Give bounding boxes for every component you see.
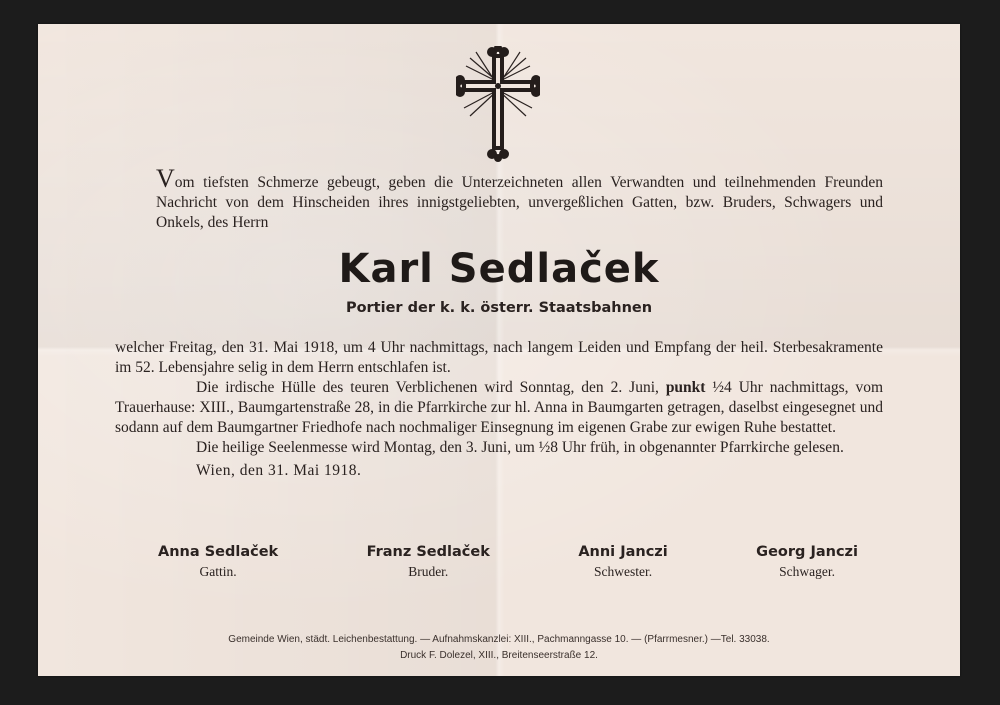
death-notice-paper xyxy=(38,24,960,676)
intro-text: om tiefsten Schmerze gebeugt, geben die Unterzeichneten allen Verwandten und teilnehmenden Freunden Nachricht von dem Hinscheiden ihres innigstgeliebten, unvergeßlichen Gatten, bzw. Bruders, Schwagers und Onkels, des Herrn xyxy=(156,174,883,231)
place-date: Wien, den 31. Mai 1918. xyxy=(196,462,362,479)
printer-footer xyxy=(38,632,960,664)
ornate-cross-icon xyxy=(456,46,540,162)
intro-paragraph xyxy=(156,164,883,233)
funeral-text-bold: punkt xyxy=(665,379,706,396)
footer-line-undertaker: Gemeinde Wien, städt. Leichenbestattung. — Aufnahmskanzlei: XIII., Pachmanngasse 10. — (Pfarrmesner.) —Tel. 33038. xyxy=(228,634,770,645)
notice-body xyxy=(115,338,883,481)
signer-role: Gattin. xyxy=(199,564,237,579)
mass-paragraph: Die heilige Seelenmesse wird Montag, den 3. Juni, um ½8 Uhr früh, in obgenannter Pfarrkirche gelesen. xyxy=(196,439,844,456)
signer xyxy=(756,544,858,580)
signer xyxy=(367,544,490,580)
signer xyxy=(158,544,278,580)
intro-initial: V xyxy=(156,164,175,193)
signer-role: Bruder. xyxy=(408,564,449,579)
footer-line-printer: Druck F. Dolezel, XIII., Breitenseerstraße 12. xyxy=(400,650,598,661)
deceased-name: Karl Sedlaček xyxy=(338,246,660,292)
deceased-position: Portier der k. k. österr. Staatsbahnen xyxy=(345,300,653,316)
signers-list xyxy=(158,544,858,580)
signer-role: Schwester. xyxy=(593,564,653,579)
signer xyxy=(578,544,667,580)
funeral-text-end: ½4 Uhr nachmittags, vom Trauerhause: XIII., Baumgartenstraße 28, in die Pfarrkirche zur hl. Anna in Baumgarten getragen, daselbst eingesegnet und sodann auf dem Baumgartner Friedhofe nach nochmaliger Einsegnung im eigenen Grabe zur ewigen Ruhe bestattet. xyxy=(115,379,883,436)
death-paragraph: welcher Freitag, den 31. Mai 1918, um 4 Uhr nachmittags, nach langem Leiden und Empfang der heil. Sterbesakramente im 52. Lebensjahre selig in dem Herrn entschlafen ist. xyxy=(115,339,883,376)
signer-role: Schwager. xyxy=(779,564,835,579)
signer-name: Anni Janczi xyxy=(578,544,668,560)
signer-name: Anna Sedlaček xyxy=(158,544,279,560)
funeral-text-start: Die irdische Hülle des teuren Verblichenen wird Sonntag, den 2. Juni, xyxy=(196,379,666,396)
funeral-paragraph xyxy=(115,378,883,438)
signer-name: Georg Janczi xyxy=(756,544,858,560)
signer-name: Franz Sedlaček xyxy=(366,544,490,560)
